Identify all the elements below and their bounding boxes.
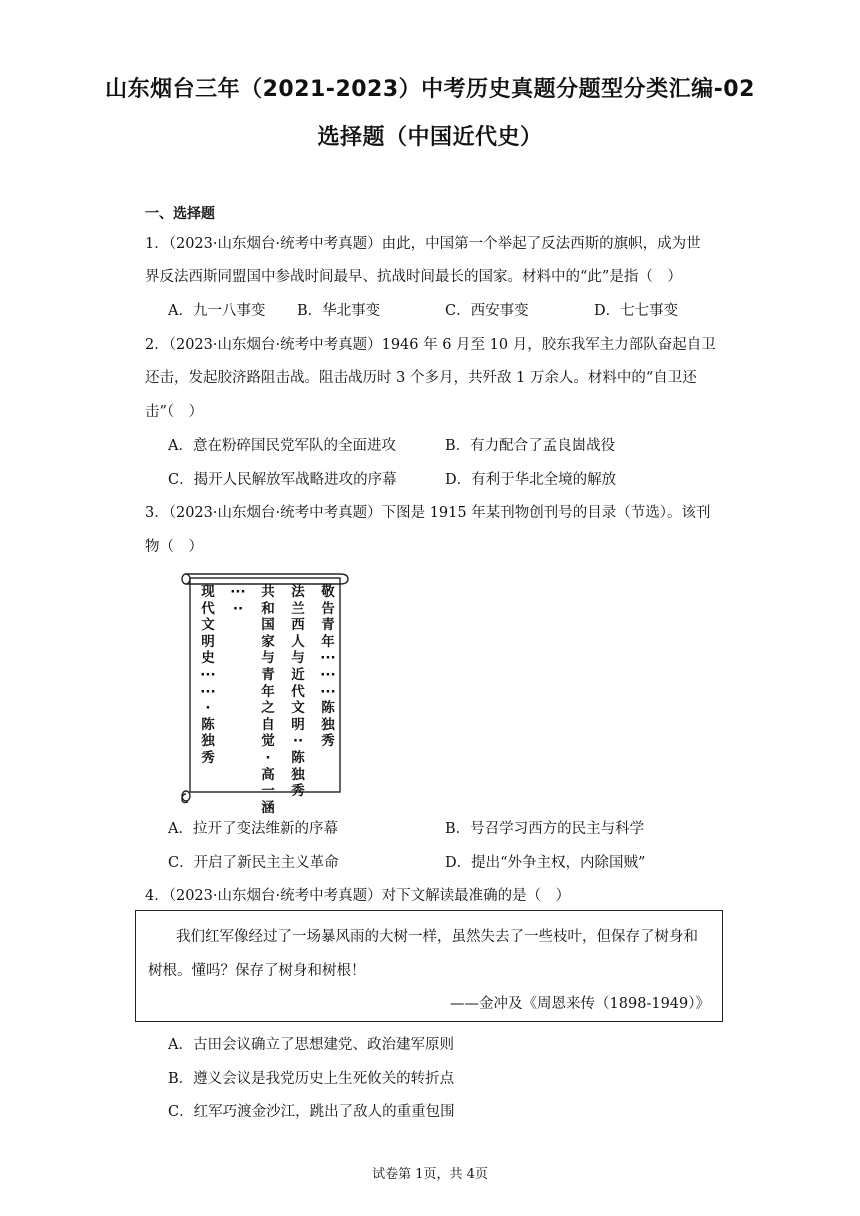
- q4-quote-line1: 我们红军像经过了一场暴风雨的大树一样，虽然失去了一些枝叶，但保存了树身和: [176, 929, 698, 945]
- q4-quote-box: [135, 910, 723, 1022]
- q1-stem-line2: 界反法西斯同盟国中参战时间最早、抗战时间最长的国家。材料中的“此”是指（ ）: [145, 269, 682, 285]
- q1-option-d: D．七七事变: [594, 303, 679, 319]
- q1-stem-line1: 1．（2023·山东烟台·统考中考真题）由此，中国第一个举起了反法西斯的旗帜，成为世: [145, 236, 701, 252]
- q1-option-b: B．华北事变: [297, 303, 381, 319]
- q2-stem-line3: 击”（ ）: [145, 404, 204, 420]
- page-title-line1: 山东烟台三年（2021-2023）中考历史真题分题型分类汇编-02: [105, 77, 755, 102]
- q4-option-c: C．红军巧渡金沙江，跳出了敌人的重重包围: [168, 1104, 455, 1120]
- scroll-column-5: 现代文明史·······陈独秀: [200, 584, 216, 766]
- q4-quote-source: ——金冲及《周恩来传（1898-1949）》: [450, 996, 710, 1012]
- q3-option-d: D．提出“外争主权，内除国贼”: [445, 855, 646, 871]
- page-title-line2: 选择题（中国近代史）: [317, 125, 543, 150]
- scroll-column-1: 敬告青年·········陈独秀: [320, 584, 336, 750]
- q4-option-a: A．古田会议确立了思想建党、政治建军原则: [168, 1037, 454, 1053]
- scroll-column-4: ·····: [230, 584, 246, 617]
- q3-option-c: C．开启了新民主主义革命: [168, 855, 339, 871]
- scroll-column-3: 共和国家与青年之自觉·高一涵: [261, 584, 275, 816]
- q1-option-c: C．西安事变: [445, 303, 529, 319]
- q3-stem-line2: 物（ ）: [145, 539, 203, 555]
- q3-option-b: B．号召学习西方的民主与科学: [445, 821, 645, 837]
- q4-quote-line2: 树根。懂吗？保存了树身和树根！: [148, 963, 366, 979]
- page-footer: 试卷第 1页，共 4页: [372, 1167, 488, 1182]
- q2-option-c: C．揭开人民解放军战略进攻的序幕: [168, 472, 397, 488]
- q3-stem-line1: 3．（2023·山东烟台·统考中考真题）下图是 1915 年某刊物创刊号的目录（节选）。该刊: [145, 505, 711, 521]
- q2-option-b: B．有力配合了孟良崮战役: [445, 438, 616, 454]
- q1-option-a: A．九一八事变: [168, 303, 266, 319]
- q3-option-a: A．拉开了变法维新的序幕: [168, 821, 338, 837]
- q2-option-d: D．有利于华北全境的解放: [445, 472, 617, 488]
- scroll-column-2: 法兰西人与近代文明··陈独秀: [291, 584, 305, 800]
- section-heading: 一、选择题: [145, 206, 215, 222]
- q2-stem-line1: 2．（2023·山东烟台·统考中考真题）1946 年 6 月至 10 月，胶东我军主力部队奋起自卫: [145, 337, 716, 353]
- q4-stem-line1: 4．（2023·山东烟台·统考中考真题）对下文解读最准确的是（ ）: [145, 888, 571, 904]
- q2-stem-line2: 还击，发起胶济路阻击战。阻击战历时 3 个多月，共歼敌 1 万余人。材料中的“自卫还: [145, 370, 697, 386]
- q4-option-b: B．遵义会议是我党历史上生死攸关的转折点: [168, 1071, 455, 1087]
- magazine-contents-scroll: [180, 568, 352, 816]
- q2-option-a: A．意在粉碎国民党军队的全面进攻: [168, 438, 396, 454]
